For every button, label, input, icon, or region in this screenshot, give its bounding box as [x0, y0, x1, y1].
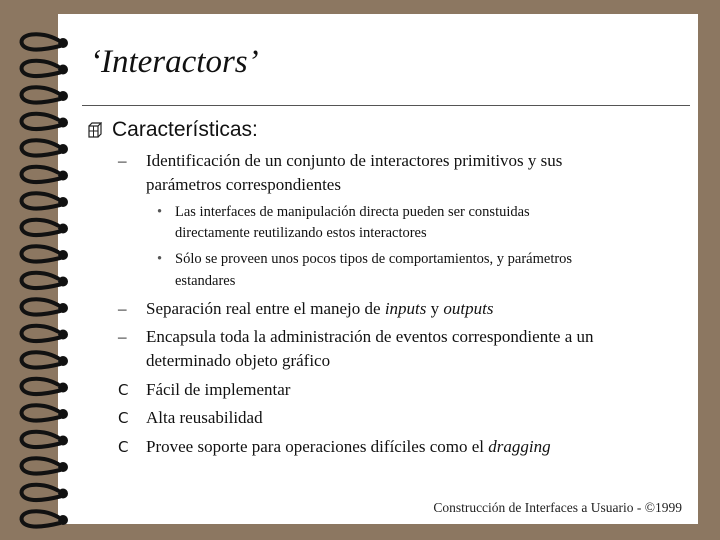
- binding-ring: [22, 220, 60, 235]
- c-bullet-icon: C: [118, 438, 129, 456]
- binding-ring: [22, 352, 60, 367]
- binding-ring: [22, 432, 60, 447]
- binding-ring: [22, 511, 60, 526]
- binding-hole: [58, 250, 68, 260]
- bullet-line: determinado objeto gráfico: [146, 351, 331, 370]
- binding-hole: [58, 436, 68, 446]
- bullet-text: Alta reusabilidad: [146, 408, 263, 427]
- binding-hole: [58, 356, 68, 366]
- dot-marker: •: [157, 204, 163, 220]
- binding-hole: [58, 383, 68, 393]
- dash-marker: –: [118, 327, 127, 346]
- binding-ring: [22, 379, 60, 394]
- bullet-line: Identificación de un conjunto de interactores primitivos y sus: [146, 151, 563, 170]
- subbullet-line: Las interfaces de manipulación directa pueden ser constuidas: [175, 204, 530, 220]
- dragging-term: dragging: [488, 437, 551, 456]
- bullet-text: Fácil de implementar: [146, 380, 291, 399]
- subbullet-line: estandares: [175, 273, 236, 289]
- spiral-binding: [0, 0, 80, 540]
- bullet-text: y: [426, 299, 444, 318]
- bullet-text: Provee soporte para operaciones difíciles como el: [146, 437, 489, 456]
- dot-marker: •: [157, 251, 163, 267]
- bullet-line: parámetros correspondientes: [146, 175, 341, 194]
- bullet-text: Separación real entre el manejo de: [146, 299, 385, 318]
- c-bullet-icon: C: [118, 409, 129, 427]
- title-divider: [82, 105, 690, 106]
- slide-title: ‘Interactors’: [90, 44, 259, 80]
- binding-ring: [22, 167, 60, 182]
- binding-hole: [58, 462, 68, 472]
- binding-ring: [22, 273, 60, 288]
- binding-ring: [22, 405, 60, 420]
- cube-bullet-icon: [88, 122, 102, 138]
- binding-hole: [58, 197, 68, 207]
- binding-hole: [58, 303, 68, 313]
- outputs-term: outputs: [443, 299, 494, 318]
- binding-ring: [22, 326, 60, 341]
- binding-hole: [58, 118, 68, 128]
- binding-hole: [58, 38, 68, 48]
- binding-hole: [58, 65, 68, 75]
- binding-hole: [58, 224, 68, 234]
- binding-ring: [22, 87, 60, 102]
- binding-ring: [22, 458, 60, 473]
- binding-hole: [58, 330, 68, 340]
- binding-ring: [22, 246, 60, 261]
- binding-hole: [58, 515, 68, 525]
- binding-hole: [58, 171, 68, 181]
- c-bullet-icon: C: [118, 381, 129, 399]
- inputs-term: inputs: [384, 299, 427, 318]
- dash-marker: –: [118, 151, 127, 170]
- subbullet-line: Sólo se proveen unos pocos tipos de comportamientos, y parámetros: [175, 251, 573, 267]
- binding-hole: [58, 489, 68, 499]
- slide-footer: Construcción de Interfaces a Usuario - ©1999: [433, 500, 682, 515]
- bullet-line: Encapsula toda la administración de eventos correspondiente a un: [146, 327, 594, 346]
- binding-ring: [22, 61, 60, 76]
- binding-hole: [58, 409, 68, 419]
- binding-ring: [22, 485, 60, 500]
- binding-hole: [58, 144, 68, 154]
- binding-hole: [58, 277, 68, 287]
- binding-ring: [22, 299, 60, 314]
- heading-text: Características:: [112, 118, 258, 141]
- heading-characteristics: [88, 118, 258, 142]
- binding-hole: [58, 91, 68, 101]
- dash-marker: –: [118, 299, 127, 318]
- binding-ring: [22, 140, 60, 155]
- binding-ring: [22, 114, 60, 129]
- binding-ring: [22, 34, 60, 49]
- binding-ring: [22, 193, 60, 208]
- subbullet-line: directamente reutilizando estos interactores: [175, 225, 427, 241]
